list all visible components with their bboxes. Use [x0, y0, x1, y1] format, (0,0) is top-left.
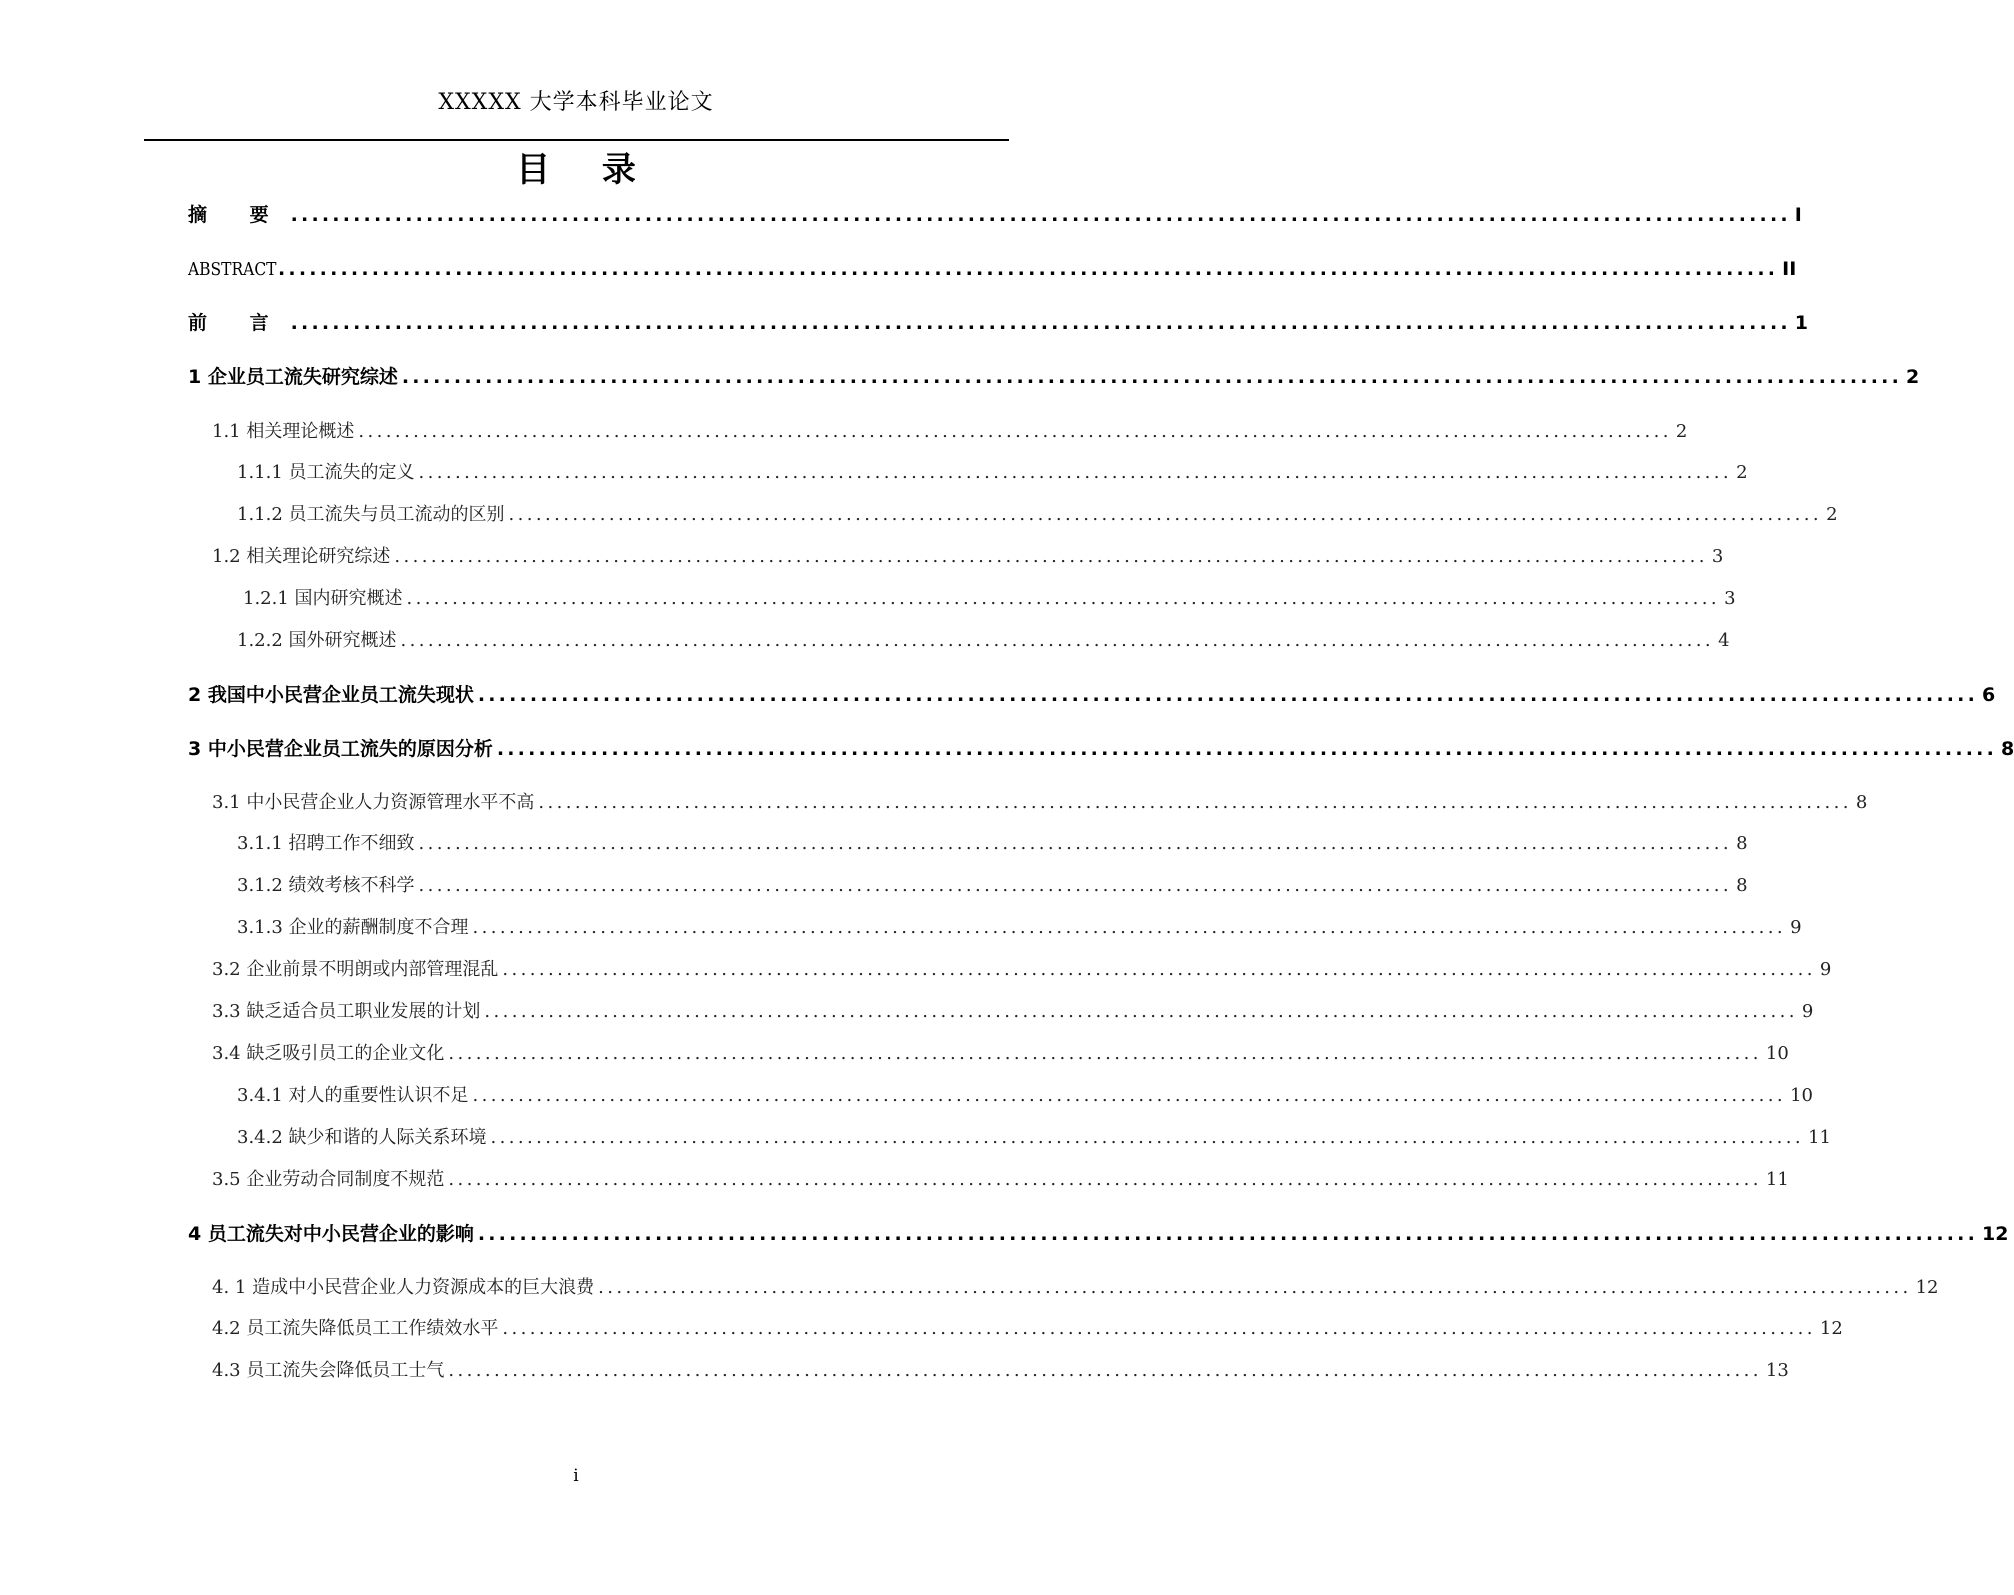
toc-leader-dots: ................................................................................................................................................ [394, 546, 1708, 567]
toc-leader-dots: ................................................................................................................................................ [502, 1318, 1816, 1339]
toc-entry-label: 3.1.3 企业的薪酬制度不合理 [237, 917, 469, 938]
toc-entry-3-4-2[interactable] [237, 1123, 1831, 1153]
toc-entry-label: 4 员工流失对中小民营企业的影响 [188, 1223, 474, 1245]
toc-leader-dots: ................................................................................................................................................ [418, 833, 1733, 854]
toc-leader-dots: ................................................................................................................................................ [418, 875, 1733, 896]
toc-entry-page: 12 [1819, 1318, 1843, 1339]
toc-entry-1-1-1[interactable] [237, 458, 1748, 488]
toc-entry-label: 3.3 缺乏适合员工职业发展的计划 [212, 1001, 481, 1022]
toc-entry-label: 3.1.1 招聘工作不细致 [237, 833, 415, 854]
toc-entry-page: 9 [1801, 1001, 1814, 1022]
toc-leader-dots: ................................................................................................................................................ [290, 312, 1791, 334]
toc-entry-label: 3.4.1 对人的重要性认识不足 [237, 1085, 469, 1106]
toc-entry-page: 11 [1765, 1169, 1789, 1190]
toc-entry-label: 1.2 相关理论研究综述 [212, 546, 391, 567]
toc-entry-page: 2 [1675, 421, 1688, 442]
toc-entry-label: 4.3 员工流失会降低员工士气 [212, 1360, 445, 1381]
toc-leader-dots: ................................................................................................................................................ [290, 204, 1791, 226]
toc-leader-dots: ................................................................................................................................................ [472, 1085, 1787, 1106]
toc-entry-label: 3.2 企业前景不明朗或内部管理混乱 [212, 959, 499, 980]
toc-leader-dots: ................................................................................................................................................ [278, 258, 1779, 280]
toc-leader-dots: ................................................................................................................................................ [472, 917, 1787, 938]
document-header-title: XXXXX 大学本科毕业论文 [438, 90, 714, 115]
toc-entry-3-3[interactable] [212, 997, 1814, 1027]
toc-entry-label: 3.1 中小民营企业人力资源管理水平不高 [212, 792, 535, 813]
toc-entry-abstract-en[interactable] [188, 254, 1797, 284]
toc-leader-dots: ................................................................................................................................................ [358, 421, 1672, 442]
toc-entry-label: 前 言 [188, 312, 287, 334]
toc-entry-page: 12 [1915, 1277, 1939, 1298]
toc-entry-label: 3.4 缺乏吸引员工的企业文化 [212, 1043, 445, 1064]
toc-entry-preface[interactable] [188, 308, 1809, 338]
toc-entry-label: 摘 要 [188, 204, 287, 226]
toc-leader-dots: ................................................................................................................................................ [484, 1001, 1798, 1022]
toc-entry-page: 3 [1711, 546, 1724, 567]
toc-entry-chapter-1[interactable] [188, 362, 1920, 392]
toc-entry-label: 3.4.2 缺少和谐的人际关系环境 [237, 1127, 487, 1148]
toc-leader-dots: ................................................................................................................................................ [406, 588, 1721, 609]
toc-entry-1-2[interactable] [212, 542, 1724, 572]
toc-entry-page: 10 [1790, 1085, 1813, 1106]
toc-entry-label: 1.1.2 员工流失与员工流动的区别 [237, 504, 505, 525]
toc-entry-page: I [1794, 204, 1802, 226]
toc-entry-4-2[interactable] [212, 1314, 1843, 1344]
toc-entry-label: 4. 1 造成中小民营企业人力资源成本的巨大浪费 [212, 1277, 595, 1298]
toc-entry-chapter-4[interactable] [188, 1219, 2009, 1249]
toc-entry-3-1-2[interactable] [237, 871, 1748, 901]
toc-entry-label: 1.2.1 国内研究概述 [243, 588, 403, 609]
toc-entry-3-1-3[interactable] [237, 913, 1802, 943]
toc-entry-page: 11 [1808, 1127, 1831, 1148]
toc-entry-page: 10 [1765, 1043, 1789, 1064]
header-divider [144, 139, 1009, 141]
toc-leader-dots: ................................................................................................................................................ [418, 462, 1733, 483]
toc-entry-label: 1.2.2 国外研究概述 [237, 630, 397, 651]
toc-entry-page: 3 [1724, 588, 1736, 609]
toc-entry-page: 8 [1736, 875, 1748, 896]
toc-leader-dots: ................................................................................................................................................ [401, 366, 1903, 388]
toc-entry-3-2[interactable] [212, 955, 1832, 985]
footer-page-number: i [573, 1466, 579, 1486]
toc-entry-page: II [1782, 258, 1797, 280]
toc-entry-page: 9 [1790, 917, 1802, 938]
toc-entry-chapter-2[interactable] [188, 680, 1996, 710]
toc-entry-label: 4.2 员工流失降低员工工作绩效水平 [212, 1318, 499, 1339]
toc-entry-label: 1 企业员工流失研究综述 [188, 366, 398, 388]
toc-leader-dots: ................................................................................................................................................ [448, 1169, 1762, 1190]
toc-entry-label: 3.1.2 绩效考核不科学 [237, 875, 415, 896]
toc-entry-page: 12 [1982, 1223, 2009, 1245]
toc-title: 目 录 [516, 150, 656, 190]
toc-entry-page: 2 [1906, 366, 1920, 388]
toc-entry-1-1-2[interactable] [237, 500, 1838, 530]
toc-leader-dots: ................................................................................................................................................ [477, 1223, 1979, 1245]
toc-entry-3-4[interactable] [212, 1039, 1789, 1069]
toc-entry-3-5[interactable] [212, 1165, 1789, 1195]
toc-entry-page: 4 [1718, 630, 1730, 651]
toc-entry-page: 2 [1826, 504, 1838, 525]
toc-entry-page: 8 [2001, 738, 2014, 760]
toc-entry-page: 6 [1982, 684, 1996, 706]
toc-entry-page: 1 [1794, 312, 1809, 334]
toc-entry-chapter-3[interactable] [188, 734, 2014, 764]
toc-entry-3-1[interactable] [212, 788, 1868, 818]
toc-leader-dots: ................................................................................................................................................ [538, 792, 1852, 813]
toc-entry-1-2-2[interactable] [237, 626, 1730, 656]
toc-entry-1-1[interactable] [212, 417, 1688, 447]
toc-entry-1-2-1[interactable] [243, 584, 1736, 614]
toc-entry-label: ABSTRACT [188, 259, 277, 280]
toc-entry-label: 3.5 企业劳动合同制度不规范 [212, 1169, 445, 1190]
toc-entry-label: 3 中小民营企业员工流失的原因分析 [188, 738, 493, 760]
toc-entry-page: 9 [1819, 959, 1832, 980]
toc-entry-label: 1.1.1 员工流失的定义 [237, 462, 415, 483]
toc-entry-3-4-1[interactable] [237, 1081, 1813, 1111]
toc-entry-page: 8 [1736, 833, 1748, 854]
toc-leader-dots: ................................................................................................................................................ [508, 504, 1823, 525]
toc-entry-page: 13 [1765, 1360, 1789, 1381]
toc-leader-dots: ................................................................................................................................................ [496, 738, 1998, 760]
toc-leader-dots: ................................................................................................................................................ [400, 630, 1715, 651]
toc-entry-3-1-1[interactable] [237, 829, 1748, 859]
toc-entry-4-1[interactable] [212, 1273, 1939, 1303]
toc-leader-dots: ................................................................................................................................................ [448, 1043, 1762, 1064]
toc-leader-dots: ................................................................................................................................................ [490, 1127, 1805, 1148]
toc-entry-label: 1.1 相关理论概述 [212, 421, 355, 442]
toc-entry-abstract-cn[interactable] [188, 200, 1802, 230]
toc-leader-dots: ................................................................................................................................................ [598, 1277, 1912, 1298]
toc-entry-page: 2 [1736, 462, 1748, 483]
toc-entry-label: 2 我国中小民营企业员工流失现状 [188, 684, 474, 706]
toc-leader-dots: ................................................................................................................................................ [477, 684, 1979, 706]
toc-leader-dots: ................................................................................................................................................ [502, 959, 1816, 980]
toc-leader-dots: ................................................................................................................................................ [448, 1360, 1762, 1381]
toc-entry-4-3[interactable] [212, 1356, 1789, 1386]
toc-entry-page: 8 [1855, 792, 1868, 813]
